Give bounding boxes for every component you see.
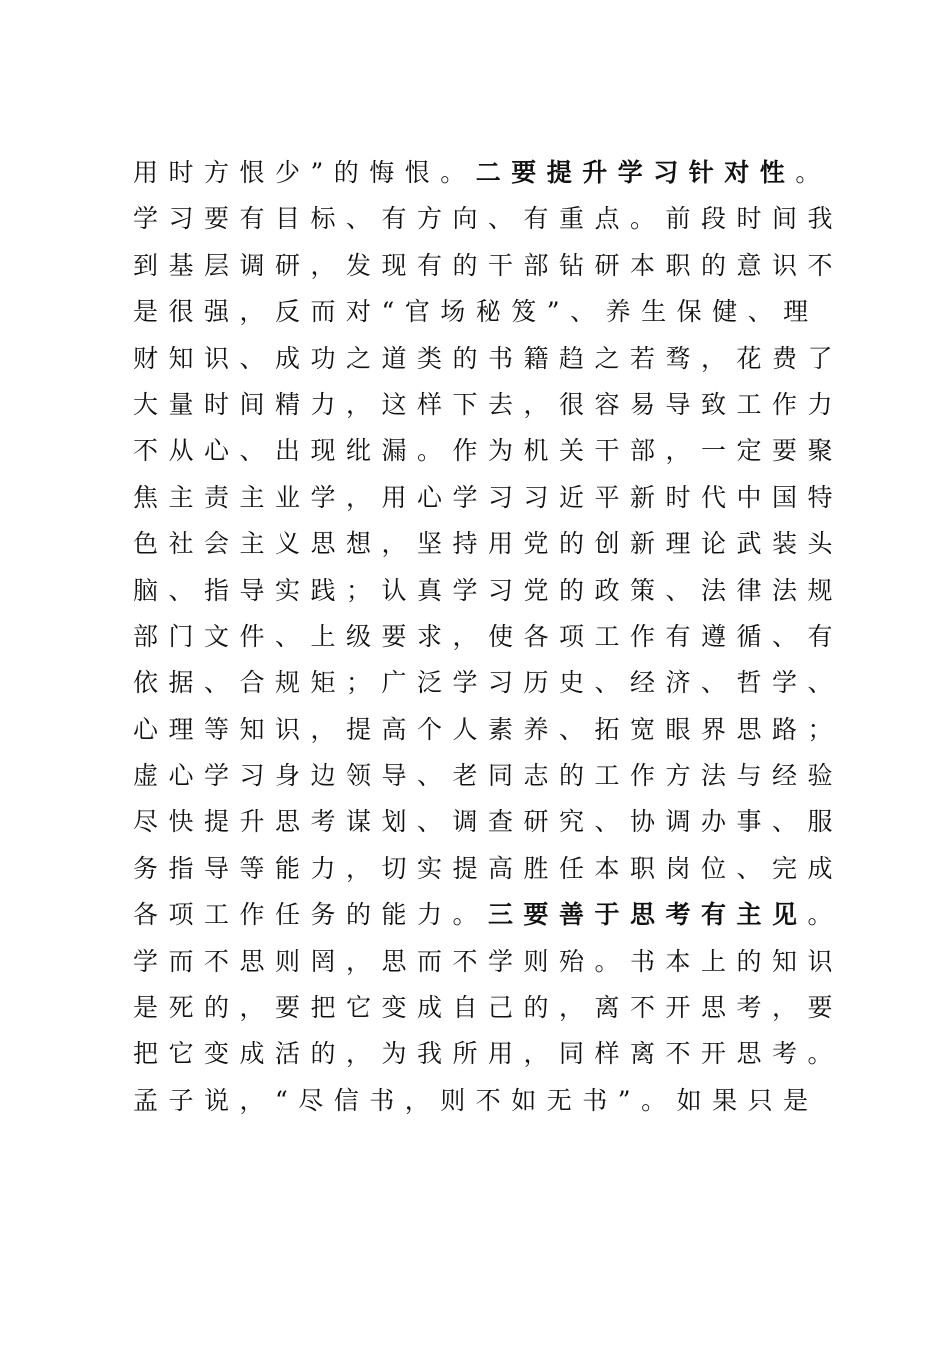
text-run: 尽快提升思考谋划、调查研究、协调办事、服 <box>133 807 844 837</box>
text-line <box>133 1078 833 1124</box>
text-line <box>133 382 844 428</box>
text-line <box>133 243 844 289</box>
text-run: 学习要有目标、有方向、有重点。前段时间我 <box>133 204 844 234</box>
text-run: 依据、合规矩；广泛学习历史、经济、哲学、 <box>133 668 844 698</box>
text-run: 用时方恨少”的悔恨。 <box>133 158 476 187</box>
text-line <box>133 614 844 660</box>
text-run: 各项工作任务的能力。 <box>133 900 489 930</box>
bold-heading-run: 三要善于思考有主见 <box>488 900 808 930</box>
text-line <box>133 289 833 335</box>
text-run: 色社会主义思想，坚持用党的创新理论武装头 <box>133 529 844 559</box>
text-run: 是很强，反而对“官场秘笈”、养生保健、理 <box>133 297 819 327</box>
text-line <box>133 753 844 799</box>
text-line <box>133 196 844 242</box>
text-run: 到基层调研，发现有的干部钻研本职的意识不 <box>133 250 844 280</box>
text-run: 把它变成活的，为我所用，同样离不开思考。 <box>133 1039 844 1069</box>
text-line <box>133 660 844 706</box>
text-run: 孟子说，“尽信书，则不如无书”。如果只是 <box>133 1085 819 1115</box>
text-run: 焦主责主业学，用心学习习近平新时代中国特 <box>133 482 844 512</box>
text-line <box>133 150 833 196</box>
text-run: 。 <box>807 900 844 930</box>
text-run: 财知识、成功之道类的书籍趋之若骛，花费了 <box>133 343 844 373</box>
text-run: 不从心、出现纰漏。作为机关干部，一定要聚 <box>133 436 844 466</box>
bold-heading-run: 二要提升学习针对性 <box>475 158 796 187</box>
text-line <box>133 799 844 845</box>
text-run: 心理等知识，提高个人素养、拓宽眼界思路； <box>133 714 844 744</box>
text-run: 脑、指导实践；认真学习党的政策、法律法规 <box>133 575 844 605</box>
text-line <box>133 892 844 938</box>
text-line <box>133 985 844 1031</box>
text-line <box>133 707 844 753</box>
text-run: 。 <box>795 158 831 187</box>
text-line <box>133 428 844 474</box>
text-run: 部门文件、上级要求，使各项工作有遵循、有 <box>133 621 844 651</box>
text-run: 学而不思则罔，思而不学则殆。书本上的知识 <box>133 946 844 976</box>
text-line <box>133 939 844 985</box>
document-body <box>133 150 844 1124</box>
text-run: 是死的，要把它变成自己的，离不开思考，要 <box>133 993 844 1023</box>
text-line <box>133 846 844 892</box>
text-line <box>133 521 844 567</box>
text-line <box>133 336 844 382</box>
text-line <box>133 475 844 521</box>
text-run: 务指导等能力，切实提高胜任本职岗位、完成 <box>133 853 844 883</box>
text-run: 大量时间精力，这样下去，很容易导致工作力 <box>133 389 844 419</box>
text-run: 虚心学习身边领导、老同志的工作方法与经验 <box>133 761 844 791</box>
text-line <box>133 1031 844 1077</box>
text-line <box>133 568 844 614</box>
